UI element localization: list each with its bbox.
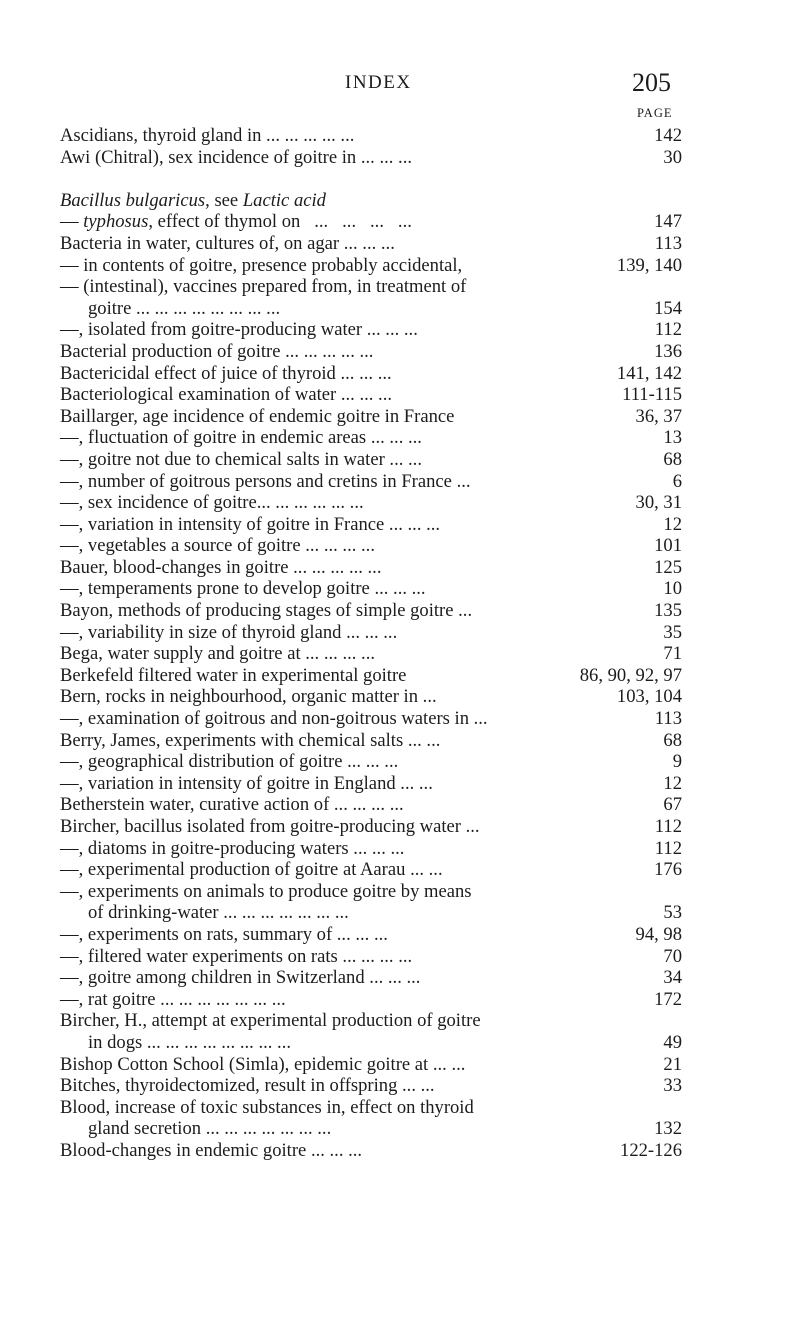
index-entry [0,1054,800,1076]
entry-text: Bitches, thyroidectomized, result in offspring ... ... [60,1075,435,1097]
entry-text: in dogs ... ... ... ... ... ... ... ... [88,1031,291,1053]
running-title: INDEX [345,72,412,93]
index-entry [0,686,800,708]
index-entry [0,557,800,579]
entry-text: Blood, increase of toxic substances in, effect on thyroid [60,1096,474,1118]
entry-text: Bega, water supply and goitre at ... ... ... ... [60,643,375,665]
entry-pages: 132 [654,1118,682,1140]
entry-pages: 136 [654,340,682,362]
entry-pages: 142 [654,125,682,146]
index-entry [0,471,800,493]
entry-text: Bacteria in water, cultures of, on agar ... ... ... [60,232,395,254]
index-entry [0,535,800,557]
entry-pages: 112 [654,816,682,837]
entry-pages: 70 [663,945,682,967]
index-entry [0,298,800,320]
entry-pages: 21 [663,1053,682,1075]
entry-pages: 94, 98 [635,923,682,945]
entry-text: —, geographical distribution of goitre ... ... ... [60,751,399,773]
index-entry [0,427,800,449]
entry-pages: 141, 142 [616,362,682,384]
index-entry [0,1140,800,1162]
entry-pages: 135 [654,600,682,622]
index-entry [0,147,800,169]
index-entry [0,1032,800,1054]
entry-text: —, variability in size of thyroid gland ... ... ... [60,621,398,643]
index-entry [0,276,800,298]
entry-pages: 34 [663,967,682,989]
index-entry [0,859,800,881]
entry-text: Bacillus bulgaricus, see Lactic acid [60,189,326,211]
index-entry [0,665,800,687]
page-number: 205 [632,68,671,97]
entry-text: —, experiments on rats, summary of ... ... ... [60,923,388,945]
entry-pages: 30, 31 [635,492,682,514]
entry-text: —, isolated from goitre-producing water ... ... ... [60,319,418,341]
entry-pages: 68 [663,729,682,751]
index-entry [0,946,800,968]
entry-pages: 10 [663,578,682,600]
index-entry [0,600,800,622]
entry-text: —, experimental production of goitre at Aarau ... ... [60,859,443,881]
index-entry [0,233,800,255]
entry-pages: 12 [663,772,682,794]
index-entry [0,1097,800,1119]
entry-text: — typhosus, effect of thymol on ... ... ... ... [60,211,412,233]
entry-text: —, number of goitrous persons and cretins in France ... [60,470,471,492]
entry-text: —, goitre not due to chemical salts in water ... ... [60,448,422,470]
entry-text: Bishop Cotton School (Simla), epidemic goitre at ... ... [60,1053,466,1075]
index-entry [0,643,800,665]
entry-pages: 147 [654,211,682,233]
entry-pages: 113 [654,708,682,730]
entry-text: —, fluctuation of goitre in endemic areas ... ... ... [60,427,422,449]
entry-text: —, variation in intensity of goitre in England ... ... [60,772,433,794]
entry-text: —, experiments on animals to produce goitre by means [60,880,472,902]
entry-pages: 122-126 [620,1139,682,1161]
index-entry [0,255,800,277]
index-entry [0,838,800,860]
entry-text: gland secretion ... ... ... ... ... ... ... [88,1118,332,1140]
index-entry [0,211,800,233]
entry-pages: 71 [663,643,682,665]
entry-pages: 68 [663,448,682,470]
index-entry [0,967,800,989]
entry-pages: 86, 90, 92, 97 [579,664,682,686]
entry-pages: 101 [654,535,682,557]
entry-text: Betherstein water, curative action of ... ... ... ... [60,794,404,816]
entry-text: —, sex incidence of goitre... ... ... ... ... ... [60,492,364,514]
entry-pages: 30 [663,146,682,168]
index-entry [0,794,800,816]
entry-text: — (intestinal), vaccines prepared from, in treatment of [60,276,467,298]
entry-text: Bauer, blood-changes in goitre ... ... ... ... ... [60,556,382,578]
entry-text: — in contents of goitre, presence probably accidental, [60,254,463,276]
index-entry [0,125,800,147]
entry-pages: 103, 104 [616,686,682,708]
index-entry [0,363,800,385]
entry-text: Awi (Chitral), sex incidence of goitre in ... ... ... [60,146,413,168]
entry-text: Bircher, H., attempt at experimental production of goitre [60,1010,481,1032]
entry-text: Berry, James, experiments with chemical salts ... ... [60,729,441,751]
entry-pages: 33 [663,1075,682,1097]
entry-text: Bacterial production of goitre ... ... ... ... ... [60,340,374,362]
entry-text: of drinking-water ... ... ... ... ... ... ... [88,902,349,924]
entry-text: goitre ... ... ... ... ... ... ... ... [88,297,281,319]
entry-text: —, temperaments prone to develop goitre ... ... ... [60,578,426,600]
entry-pages: 125 [654,556,682,578]
index-entry [0,708,800,730]
index-entry [0,881,800,903]
entry-pages: 113 [654,232,682,254]
entry-text: Baillarger, age incidence of endemic goitre in France [60,405,455,427]
index-entry [0,751,800,773]
entry-pages: 53 [663,902,682,924]
index-entry [0,1118,800,1140]
index-entry [0,816,800,838]
entry-text: Berkefeld filtered water in experimental goitre [60,664,407,686]
entry-pages: 112 [654,319,682,341]
entry-pages: 6 [672,470,682,492]
index-entry [0,514,800,536]
entry-text: Ascidians, thyroid gland in ... ... ... ... ... [60,125,355,146]
entry-text: Bayon, methods of producing stages of simple goitre ... [60,600,473,622]
entry-pages: 154 [654,297,682,319]
entry-pages: 172 [654,988,682,1010]
page-column-label: PAGE [637,106,673,120]
index-entry [0,773,800,795]
index-entry [0,492,800,514]
entry-pages: 35 [663,621,682,643]
index-entry [0,449,800,471]
index-entry [0,168,800,190]
index-entry [0,319,800,341]
entry-text: —, goitre among children in Switzerland ... ... ... [60,967,421,989]
entry-text: Bactericidal effect of juice of thyroid ... ... ... [60,362,392,384]
entry-text: —, vegetables a source of goitre ... ... ... ... [60,535,375,557]
entry-text: Bacteriological examination of water ... ... ... [60,384,392,406]
entry-pages: 176 [654,859,682,881]
entry-text: —, rat goitre ... ... ... ... ... ... ... [60,988,286,1010]
index-entry [0,622,800,644]
entry-pages: 36, 37 [635,405,682,427]
index-entry [0,730,800,752]
entry-pages: 12 [663,513,682,535]
entry-text: —, examination of goitrous and non-goitrous waters in ... [60,708,488,730]
index-entries [0,125,800,1162]
index-entry [0,406,800,428]
entry-text: Bern, rocks in neighbourhood, organic matter in ... [60,686,437,708]
index-entry [0,190,800,212]
entry-text: —, diatoms in goitre-producing waters ... ... ... [60,837,405,859]
index-entry [0,341,800,363]
index-entry [0,1075,800,1097]
index-entry [0,902,800,924]
entry-pages: 13 [663,427,682,449]
entry-text: Blood-changes in endemic goitre ... ... ... [60,1139,363,1161]
entry-pages: 111-115 [622,384,682,406]
index-entry [0,1010,800,1032]
entry-text: —, variation in intensity of goitre in France ... ... ... [60,513,441,535]
entry-text: —, filtered water experiments on rats ... ... ... ... [60,945,413,967]
index-entry [0,924,800,946]
entry-pages: 67 [663,794,682,816]
entry-pages: 112 [654,837,682,859]
entry-pages: 49 [663,1031,682,1053]
page-header [0,62,800,102]
entry-pages: 9 [672,751,682,773]
index-entry [0,578,800,600]
index-entry [0,384,800,406]
index-entry [0,989,800,1011]
entry-text: Bircher, bacillus isolated from goitre-producing water ... [60,816,480,837]
entry-pages: 139, 140 [616,254,682,276]
